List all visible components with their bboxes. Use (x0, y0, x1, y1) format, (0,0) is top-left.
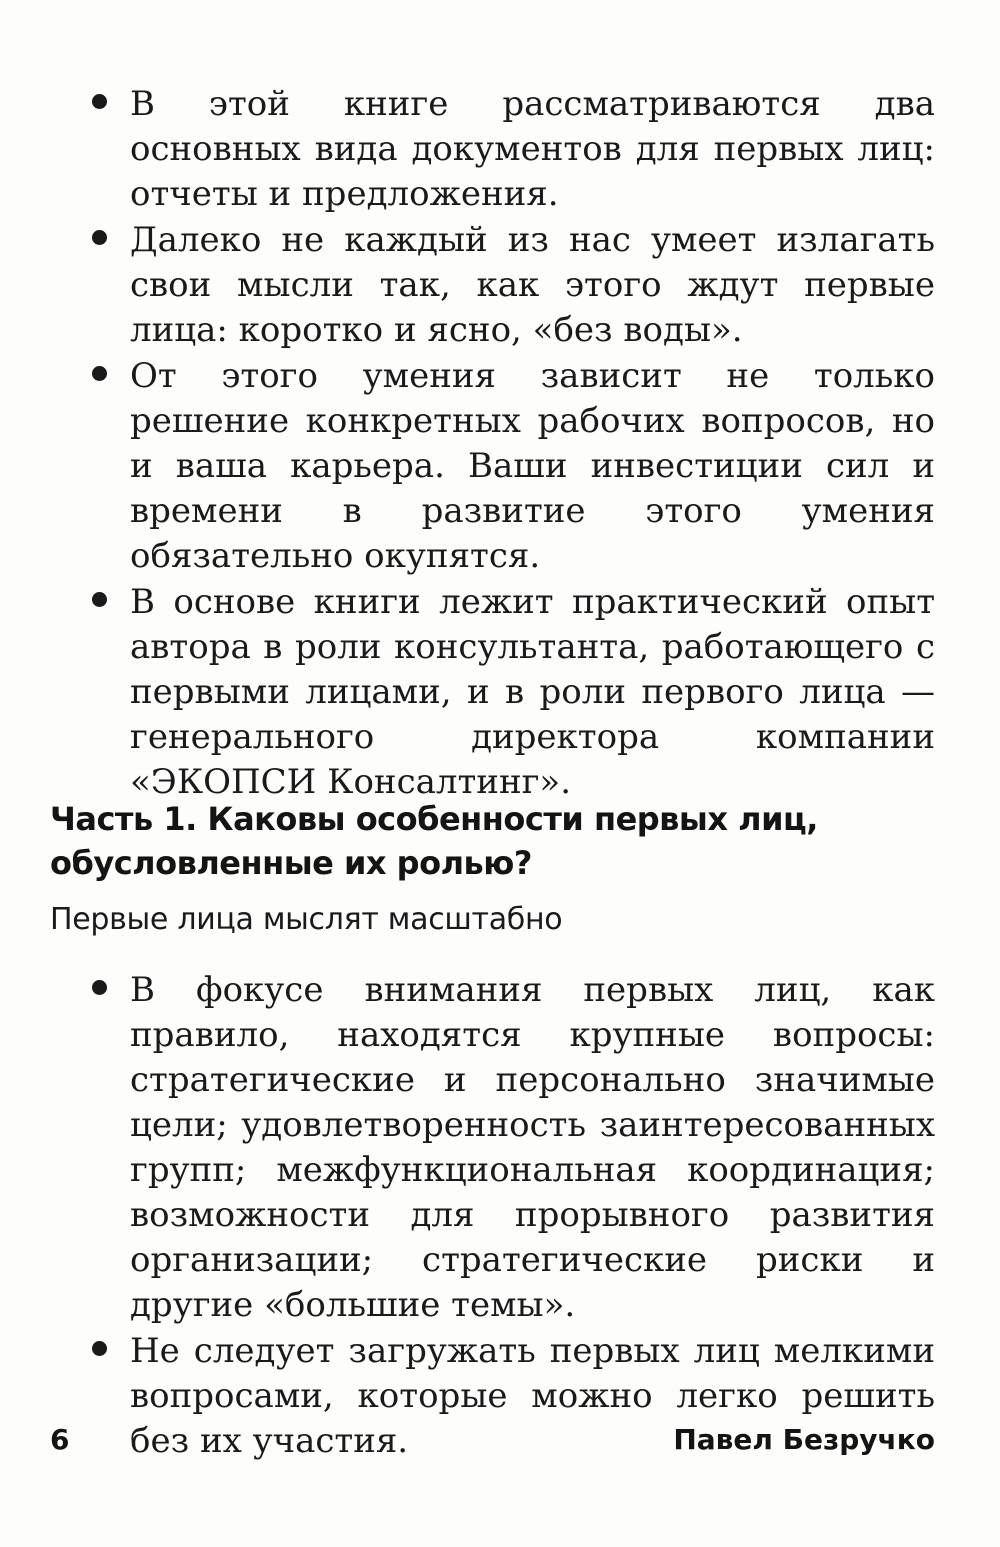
page-footer (50, 1418, 935, 1462)
list-item (90, 354, 935, 579)
list-item-text: В этой книге рассматриваются два основных вида документов для первых лиц: отчеты и предложения. (130, 84, 935, 214)
bullet-dot-icon (92, 230, 107, 245)
list-item (90, 968, 935, 1328)
list-item-text: Не следует загружать первых лиц мелкими вопросами, которые можно легко решить без их участия. (130, 1331, 935, 1461)
section-heading: Часть 1. Каковы особенности первых лиц, обусловленные их ролью? (50, 800, 818, 882)
list-item-text: От этого умения зависит не только решение конкретных рабочих вопросов, но и ваша карьера. Ваши инвестиции сил и времени в развитие этого умения обязательно окупятся. (130, 356, 935, 576)
bullet-dot-icon (92, 980, 107, 995)
intro-bullet-list (90, 82, 935, 806)
list-item (90, 218, 935, 353)
list-item (90, 82, 935, 217)
list-item-text: В фокусе внимания первых лиц, как правило, находятся крупные вопросы: стратегические и персонально значимые цели; удовлетворенность заинтересованных групп; межфункциональная координация; возможности для прорывного развития организации; стратегические риски и другие «большие темы». (130, 970, 935, 1325)
list-item-text: Далеко не каждый из нас умеет излагать свои мысли так, как этого ждут первые лица: коротко и ясно, «без воды». (130, 220, 935, 350)
page-number: 6 (50, 1423, 70, 1456)
section-bullet-list (90, 968, 935, 1465)
section-subheading: Первые лица мыслят масштабно (50, 902, 563, 937)
bullet-dot-icon (92, 592, 107, 607)
bullet-dot-icon (92, 366, 107, 381)
bullet-dot-icon (92, 94, 107, 109)
list-item (90, 580, 935, 805)
list-item-text: В основе книги лежит практический опыт автора в роли консультанта, работающего с первыми лицами, и в роли первого лица — генерального директора компании «ЭКОПСИ Консалтинг». (130, 582, 935, 802)
bullet-dot-icon (92, 1341, 107, 1356)
author-name: Павел Безручко (673, 1423, 935, 1456)
